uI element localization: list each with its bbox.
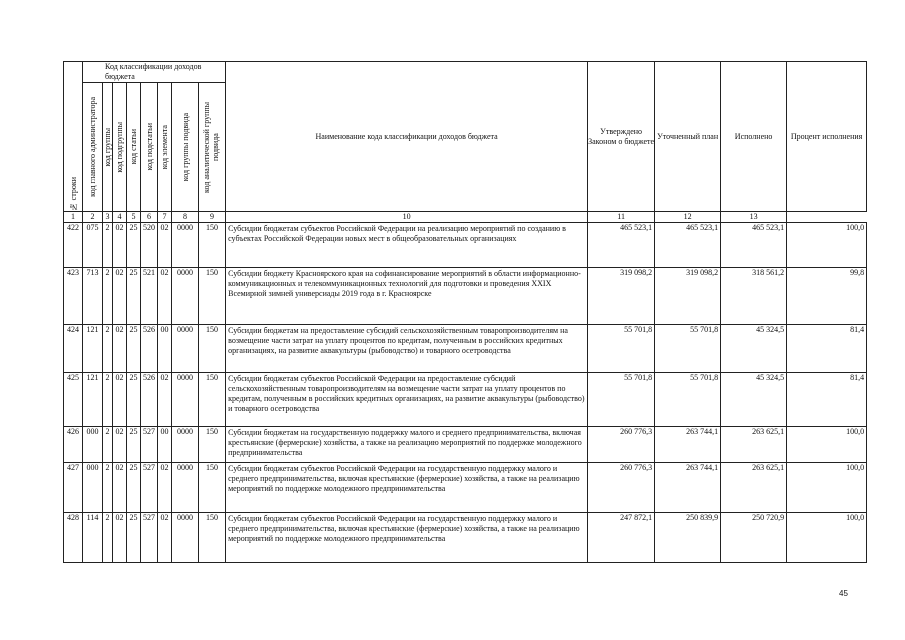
page-number: 45 xyxy=(839,589,848,598)
subarticle-code: 520 xyxy=(141,223,158,268)
executed-value: 263 625,1 xyxy=(721,427,787,463)
row-number: 428 xyxy=(64,513,83,563)
element-code: 02 xyxy=(158,373,172,427)
column-number-row xyxy=(64,212,867,223)
table-row xyxy=(64,373,867,427)
subtype-group-code: 0000 xyxy=(172,463,199,513)
approved-header: Утверждено Законом о бюджете xyxy=(588,62,655,212)
admin-code: 121 xyxy=(83,325,103,373)
plan-value: 263 744,1 xyxy=(655,427,721,463)
column-number: 5 xyxy=(127,212,141,223)
subtype-group-code: 0000 xyxy=(172,268,199,325)
subtype-group-code: 0000 xyxy=(172,427,199,463)
budget-revenue-table xyxy=(63,61,867,563)
group-code: 2 xyxy=(103,325,113,373)
percent-value: 100,0 xyxy=(787,223,867,268)
article-code: 25 xyxy=(127,268,141,325)
code-col-header: код элемента xyxy=(158,83,172,212)
analytic-group-code: 150 xyxy=(199,373,226,427)
approved-value: 55 701,8 xyxy=(588,325,655,373)
table-row xyxy=(64,513,867,563)
row-number: 424 xyxy=(64,325,83,373)
executed-value: 250 720,9 xyxy=(721,513,787,563)
subarticle-code: 526 xyxy=(141,325,158,373)
executed-value: 465 523,1 xyxy=(721,223,787,268)
analytic-group-code: 150 xyxy=(199,223,226,268)
column-number: 1 xyxy=(64,212,83,223)
element-code: 02 xyxy=(158,513,172,563)
article-code: 25 xyxy=(127,463,141,513)
admin-code: 000 xyxy=(83,427,103,463)
subarticle-code: 527 xyxy=(141,427,158,463)
admin-code: 713 xyxy=(83,268,103,325)
analytic-group-code: 150 xyxy=(199,463,226,513)
percent-value: 81,4 xyxy=(787,373,867,427)
row-number: 427 xyxy=(64,463,83,513)
approved-value: 260 776,3 xyxy=(588,427,655,463)
code-col-header: код группы подвида xyxy=(172,83,199,212)
column-number: 2 xyxy=(83,212,103,223)
column-number: 3 xyxy=(103,212,113,223)
approved-value: 55 701,8 xyxy=(588,373,655,427)
analytic-group-code: 150 xyxy=(199,427,226,463)
subarticle-code: 527 xyxy=(141,463,158,513)
subgroup-code: 02 xyxy=(113,223,127,268)
executed-value: 263 625,1 xyxy=(721,463,787,513)
plan-value: 55 701,8 xyxy=(655,325,721,373)
plan-value: 55 701,8 xyxy=(655,373,721,427)
table-row xyxy=(64,223,867,268)
admin-code: 114 xyxy=(83,513,103,563)
approved-value: 247 872,1 xyxy=(588,513,655,563)
code-col-header: код статьи xyxy=(127,83,141,212)
subgroup-code: 02 xyxy=(113,325,127,373)
admin-code: 000 xyxy=(83,463,103,513)
group-code: 2 xyxy=(103,513,113,563)
percent-value: 99,8 xyxy=(787,268,867,325)
column-number: 10 xyxy=(226,212,588,223)
column-number: 9 xyxy=(199,212,226,223)
executed-value: 318 561,2 xyxy=(721,268,787,325)
plan-value: 319 098,2 xyxy=(655,268,721,325)
subgroup-code: 02 xyxy=(113,513,127,563)
analytic-group-code: 150 xyxy=(199,325,226,373)
subgroup-code: 02 xyxy=(113,373,127,427)
revenue-name: Субсидии бюджетам на предоставление субсидий сельскохозяйственным товаропроизводителям на возмещение части затрат на уплату процентов по кредитам, полученным в российских кредитных организациях, на развитие аквакультуры (рыбоводство) и товарного осетроводства xyxy=(226,325,588,373)
row-number: 422 xyxy=(64,223,83,268)
approved-value: 319 098,2 xyxy=(588,268,655,325)
group-code: 2 xyxy=(103,268,113,325)
column-number: 8 xyxy=(172,212,199,223)
element-code: 00 xyxy=(158,325,172,373)
plan-value: 263 744,1 xyxy=(655,463,721,513)
column-number: 11 xyxy=(588,212,655,223)
approved-value: 260 776,3 xyxy=(588,463,655,513)
revenue-name: Субсидии бюджетам субъектов Российской Федерации на реализацию мероприятий по созданию в субъектах Российской Федерации новых мест в общеобразовательных организациях xyxy=(226,223,588,268)
table-row xyxy=(64,325,867,373)
group-code: 2 xyxy=(103,427,113,463)
percent-value: 81,4 xyxy=(787,325,867,373)
column-number: 12 xyxy=(655,212,721,223)
admin-code: 121 xyxy=(83,373,103,427)
article-code: 25 xyxy=(127,513,141,563)
element-code: 02 xyxy=(158,223,172,268)
table-row xyxy=(64,427,867,463)
group-code: 2 xyxy=(103,373,113,427)
code-col-header: код подгруппы xyxy=(113,83,127,212)
admin-code: 075 xyxy=(83,223,103,268)
analytic-group-code: 150 xyxy=(199,513,226,563)
row-number: 426 xyxy=(64,427,83,463)
percent-header: Процент исполнения xyxy=(787,62,867,212)
row-number: 423 xyxy=(64,268,83,325)
approved-value: 465 523,1 xyxy=(588,223,655,268)
analytic-group-code: 150 xyxy=(199,268,226,325)
code-col-header: код главного администратора xyxy=(83,83,103,212)
article-code: 25 xyxy=(127,325,141,373)
percent-value: 100,0 xyxy=(787,427,867,463)
revenue-name: Субсидии бюджетам на государственную поддержку малого и среднего предпринимательства, включая крестьянские (фермерские) хозяйства, а также на реализацию мероприятий по поддержке молодежного предпринимательства xyxy=(226,427,588,463)
subtype-group-code: 0000 xyxy=(172,223,199,268)
group-code: 2 xyxy=(103,223,113,268)
element-code: 02 xyxy=(158,463,172,513)
table-row xyxy=(64,268,867,325)
executed-value: 45 324,5 xyxy=(721,373,787,427)
element-code: 02 xyxy=(158,268,172,325)
subarticle-code: 527 xyxy=(141,513,158,563)
column-number: 6 xyxy=(141,212,158,223)
percent-value: 100,0 xyxy=(787,513,867,563)
column-number: 13 xyxy=(721,212,787,223)
subgroup-code: 02 xyxy=(113,463,127,513)
element-code: 00 xyxy=(158,427,172,463)
table-row xyxy=(64,463,867,513)
code-col-header: код группы xyxy=(103,83,113,212)
subgroup-code: 02 xyxy=(113,427,127,463)
article-code: 25 xyxy=(127,223,141,268)
subtype-group-code: 0000 xyxy=(172,325,199,373)
code-col-header: код аналитической группы подвида xyxy=(199,83,226,212)
percent-value: 100,0 xyxy=(787,463,867,513)
executed-header: Исполнено xyxy=(721,62,787,212)
subtype-group-code: 0000 xyxy=(172,513,199,563)
row-number: 425 xyxy=(64,373,83,427)
subarticle-code: 521 xyxy=(141,268,158,325)
plan-value: 250 839,9 xyxy=(655,513,721,563)
group-code: 2 xyxy=(103,463,113,513)
code-group-header: Код классификации доходов бюджета xyxy=(83,62,226,83)
article-code: 25 xyxy=(127,373,141,427)
revenue-name: Субсидии бюджетам субъектов Российской Федерации на предоставление субсидий сельскохозяйственным товаропроизводителям на возмещение части затрат на уплату процентов по кредитам, полученным в российских кредитных организациях, на развитие аквакультуры (рыбоводство) и товарного осетроводства xyxy=(226,373,588,427)
plan-header: Уточненный план xyxy=(655,62,721,212)
code-col-header: код подстатьи xyxy=(141,83,158,212)
column-number: 4 xyxy=(113,212,127,223)
row-number-header: № строки xyxy=(64,62,83,212)
subgroup-code: 02 xyxy=(113,268,127,325)
plan-value: 465 523,1 xyxy=(655,223,721,268)
subarticle-code: 526 xyxy=(141,373,158,427)
executed-value: 45 324,5 xyxy=(721,325,787,373)
revenue-name: Субсидии бюджету Красноярского края на софинансирование мероприятий в области информационно-коммуникационных и телекоммуникационных технологий для подготовки и проведения XXIX Всемирной зимней универсиады 2019 года в г. Красноярске xyxy=(226,268,588,325)
revenue-name: Субсидии бюджетам субъектов Российской Федерации на государственную поддержку малого и среднего предпринимательства, включая крестьянские (фермерские) хозяйства, а также на реализацию мероприятий по поддержке молодежного предпринимательства xyxy=(226,513,588,563)
name-header: Наименование кода классификации доходов бюджета xyxy=(226,62,588,212)
column-number: 7 xyxy=(158,212,172,223)
revenue-name: Субсидии бюджетам субъектов Российской Федерации на государственную поддержку малого и среднего предпринимательства, включая крестьянские (фермерские) хозяйства, а также на реализацию мероприятий по поддержке молодежного предпринимательства xyxy=(226,463,588,513)
article-code: 25 xyxy=(127,427,141,463)
subtype-group-code: 0000 xyxy=(172,373,199,427)
